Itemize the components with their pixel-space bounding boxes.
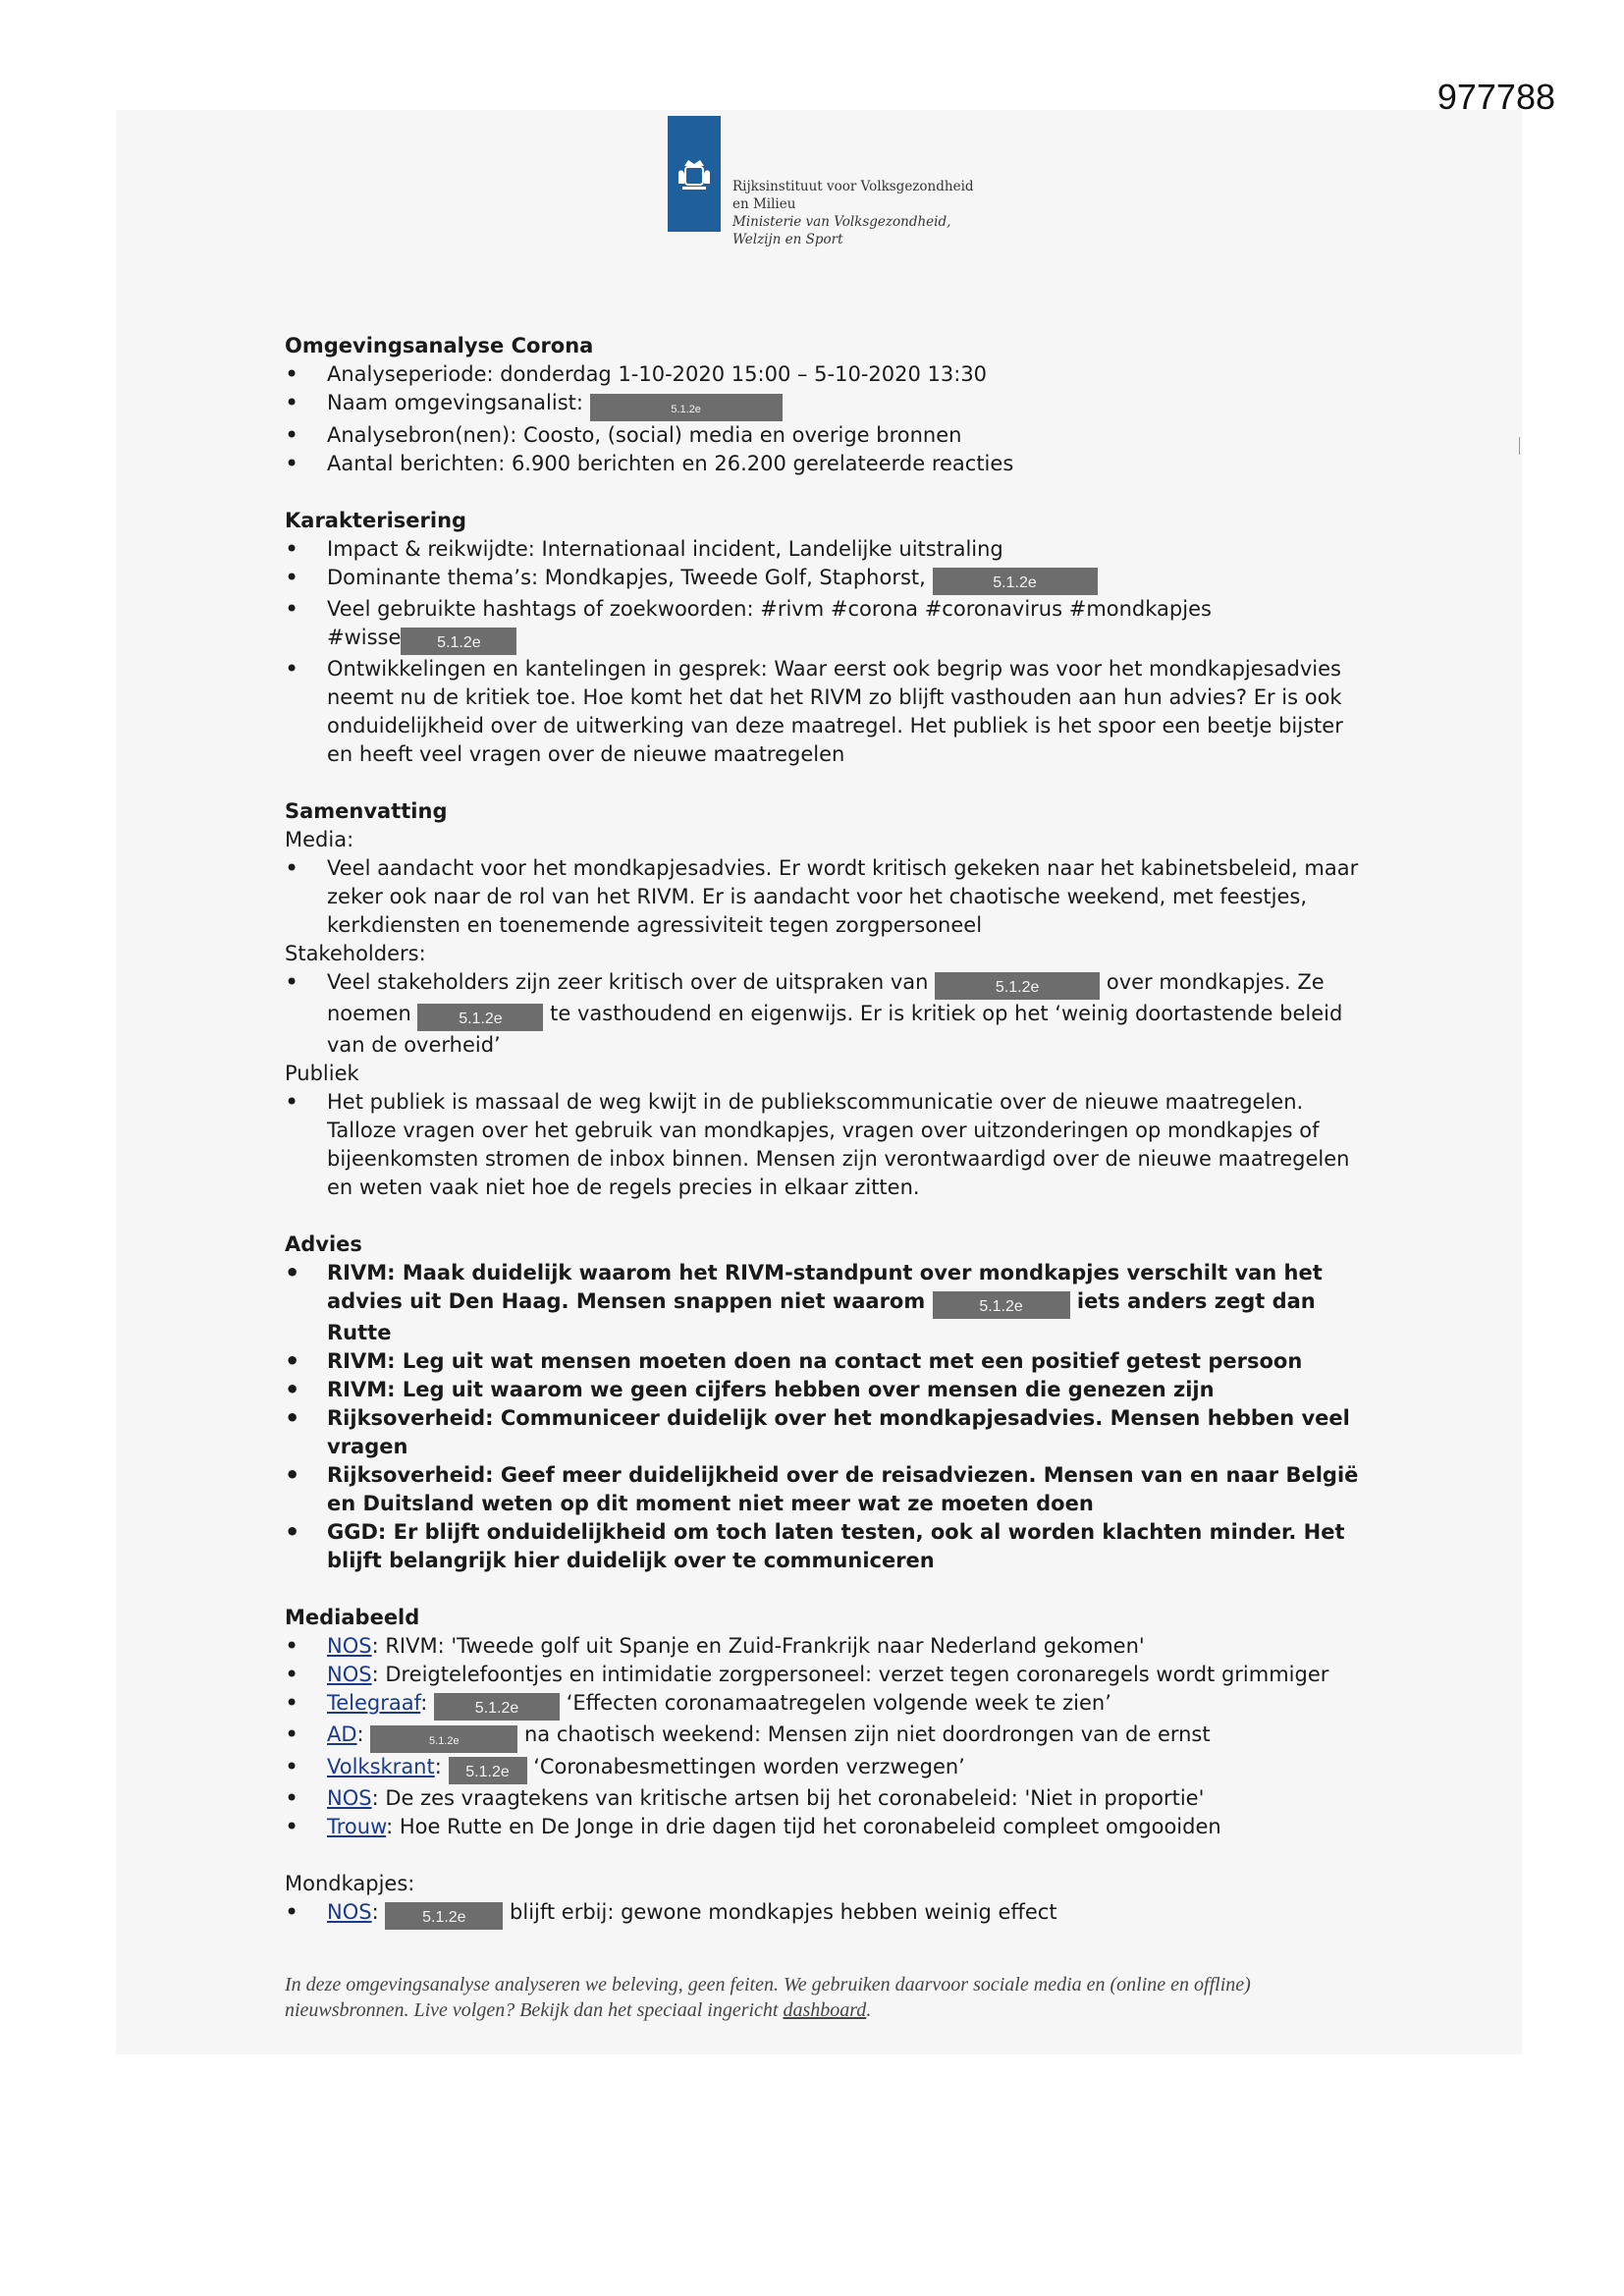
analysis-sources: • Analysebron(nen): Coosto, (social) media en overige bronnen xyxy=(285,421,1375,450)
document-body xyxy=(285,332,1375,1958)
stakeholders-text-a: Veel stakeholders zijn zeer kritisch over de uitspraken van xyxy=(327,970,929,994)
source-link[interactable]: AD xyxy=(327,1722,357,1746)
hashtags-cont: #wisse xyxy=(327,626,402,649)
redaction-block: 5.1.2e xyxy=(417,1004,543,1031)
section-header xyxy=(285,332,1375,478)
redaction-block: 5.1.2e xyxy=(449,1757,527,1784)
crown-emblem-icon xyxy=(675,154,714,193)
advice-item: • GGD: Er blijft onduidelijkheid om toch laten testen, ook al worden klachten minder. Het blijft belangrijk hier duidelijk over te communiceren xyxy=(285,1518,1375,1575)
media-item: • Volkskrant: 5.1.2e ‘Coronabesmettingen worden verzwegen’ xyxy=(285,1753,1375,1784)
source-link[interactable]: NOS xyxy=(327,1786,372,1810)
footer-note xyxy=(285,1972,1345,2023)
analyst-name xyxy=(285,389,1375,421)
analyst-label: Naam omgevingsanalist: xyxy=(327,391,583,414)
scan-mark xyxy=(1519,437,1520,455)
source-link[interactable]: NOS xyxy=(327,1663,372,1686)
stakeholders-text-b: over mondkapjes. Ze noemen xyxy=(327,970,1325,1025)
message-count: • Aantal berichten: 6.900 berichten en 26.200 gerelateerde reacties xyxy=(285,450,1375,478)
media-label: Media: xyxy=(285,828,354,851)
media-headline: na chaotisch weekend: Mensen zijn niet doordrongen van de ernst xyxy=(524,1722,1211,1746)
redaction-block: 5.1.2e xyxy=(590,394,783,421)
hashtags-text: Veel gebruikte hashtags of zoekwoorden: #rivm #corona #coronavirus #mondkapjes xyxy=(327,597,1212,621)
source-link[interactable]: Telegraaf xyxy=(327,1691,421,1715)
media-headline: : De zes vraagtekens van kritische artsen bij het coronabeleid: 'Niet in proportie' xyxy=(371,1786,1205,1810)
section-advice xyxy=(285,1230,1375,1575)
dashboard-link[interactable]: dashboard xyxy=(783,1999,867,2021)
section-mediabeeld xyxy=(285,1604,1375,1841)
public-label: Publiek xyxy=(285,1062,359,1085)
mondkapjes-title: Mondkapjes: xyxy=(285,1872,415,1895)
media-headline: : Hoe Rutte en De Jonge in drie dagen tijd het coronabeleid compleet omgooiden xyxy=(386,1815,1221,1838)
advice-text-a: RIVM: Maak duidelijk waarom het RIVM-standpunt over mondkapjes verschilt van het advies uit Den Haag. Mensen snappen niet waarom xyxy=(327,1261,1323,1313)
media-headline: ‘Coronabesmettingen worden verzwegen’ xyxy=(533,1755,965,1778)
source-link[interactable]: Volkskrant xyxy=(327,1755,435,1778)
redaction-block: 5.1.2e xyxy=(370,1725,517,1753)
section-mondkapjes xyxy=(285,1870,1375,1930)
media-headline: ‘Effecten coronamaatregelen volgende week te zien’ xyxy=(566,1691,1111,1715)
stakeholders-text-c: te vasthoudend en eigenwijs. Er is kritiek op het ‘weinig doortastende beleid van de overheid’ xyxy=(327,1002,1343,1057)
redaction-block: 5.1.2e xyxy=(434,1693,560,1721)
advice-item: • RIVM: Leg uit wat mensen moeten doen na contact met een positief getest persoon xyxy=(285,1347,1375,1376)
media-item: • NOS: 5.1.2e blijft erbij: gewone mondkapjes hebben weinig effect xyxy=(285,1898,1375,1930)
page-title: Omgevingsanalyse Corona xyxy=(285,334,594,357)
section-summary xyxy=(285,797,1375,1202)
advice-title: Advies xyxy=(285,1232,362,1256)
advice-text-b: iets anders zegt dan Rutte xyxy=(327,1289,1316,1344)
logo-emblem xyxy=(668,116,721,232)
redaction-block: 5.1.2e xyxy=(933,1291,1070,1319)
media-headline: : Dreigtelefoontjes en intimidatie zorgpersoneel: verzet tegen coronaregels wordt grimmiger xyxy=(371,1663,1329,1686)
stakeholders-item xyxy=(285,968,1375,1060)
characterization-title: Karakterisering xyxy=(285,509,467,532)
advice-item: • Rijksoverheid: Geef meer duidelijkheid over de reisadviezen. Mensen van en naar België en Duitsland weten op dit moment niet meer wat ze moeten doen xyxy=(285,1461,1375,1518)
logo-text xyxy=(732,178,974,248)
logo-line2: en Milieu xyxy=(732,196,796,212)
themes-text: Dominante thema’s: Mondkapjes, Tweede Golf, Staphorst, xyxy=(327,566,926,589)
redaction-block: 5.1.2e xyxy=(933,568,1098,595)
logo-line1: Rijksinstituut voor Volksgezondheid xyxy=(732,179,974,194)
impact-item: • Impact & reikwijdte: Internationaal incident, Landelijke uitstraling xyxy=(285,535,1375,564)
footer-text: In deze omgevingsanalyse analyseren we beleving, geen feiten. We gebruiken daarvoor sociale media en (online en offline) nieuwsbronnen. Live volgen? Bekijk dan het speciaal ingericht xyxy=(285,1974,1251,2021)
media-item xyxy=(285,1784,1375,1813)
document-number: 977788 xyxy=(1436,77,1555,117)
rivm-logo xyxy=(668,116,974,248)
advice-item xyxy=(285,1259,1375,1347)
redaction-block: 5.1.2e xyxy=(401,628,516,655)
redaction-block: 5.1.2e xyxy=(385,1902,503,1930)
media-item xyxy=(285,1632,1375,1661)
section-characterization xyxy=(285,507,1375,769)
footer-end: . xyxy=(866,1999,872,2021)
developments-item: • Ontwikkelingen en kantelingen in gesprek: Waar eerst ook begrip was voor het mondkapjesadvies neemt nu de kritiek toe. Hoe komt het dat het RIVM zo blijft vasthouden aan hun advies? Er is ook onduidelijkheid over de uitwerking van deze maatregel. Het publiek is het spoor een beetje bijster en heeft veel vragen over de nieuwe maatregelen xyxy=(285,655,1375,769)
hashtags-item xyxy=(285,595,1375,655)
themes-item xyxy=(285,564,1375,595)
logo-line4: Welzijn en Sport xyxy=(732,232,843,247)
advice-item: • RIVM: Leg uit waarom we geen cijfers hebben over mensen die genezen zijn xyxy=(285,1376,1375,1404)
summary-title: Samenvatting xyxy=(285,799,448,823)
source-link[interactable]: NOS xyxy=(327,1634,372,1658)
media-item: • Veel aandacht voor het mondkapjesadvies. Er wordt kritisch gekeken naar het kabinetsbeleid, maar zeker ook naar de rol van het RIVM. Er is aandacht voor het chaotische weekend, met feestjes, kerkdiensten en toenemende agressiviteit tegen zorgpersoneel xyxy=(285,854,1375,940)
media-headline: blijft erbij: gewone mondkapjes hebben weinig effect xyxy=(510,1900,1057,1924)
analysis-period: • Analyseperiode: donderdag 1-10-2020 15:00 – 5-10-2020 13:30 xyxy=(285,360,1375,389)
public-item: • Het publiek is massaal de weg kwijt in de publiekscommunicatie over de nieuwe maatregelen. Talloze vragen over het gebruik van mondkapjes, vragen over uitzonderingen op mondkapjes of bijeenkomsten stromen de inbox binnen. Mensen zijn verontwaardigd over de nieuwe maatregelen en weten vaak niet hoe de regels precies in elkaar zitten. xyxy=(285,1088,1375,1202)
stakeholders-label: Stakeholders: xyxy=(285,942,426,965)
media-item: • AD: 5.1.2e na chaotisch weekend: Mensen zijn niet doordrongen van de ernst xyxy=(285,1721,1375,1753)
media-item xyxy=(285,1661,1375,1689)
source-link[interactable]: Trouw xyxy=(327,1815,387,1838)
media-headline: : RIVM: 'Tweede golf uit Spanje en Zuid-Frankrijk naar Nederland gekomen' xyxy=(371,1634,1145,1658)
media-item xyxy=(285,1813,1375,1841)
source-link[interactable]: NOS xyxy=(327,1900,372,1924)
media-item: • Telegraaf: 5.1.2e ‘Effecten coronamaatregelen volgende week te zien’ xyxy=(285,1689,1375,1721)
mediabeeld-title: Mediabeeld xyxy=(285,1606,420,1629)
logo-line3: Ministerie van Volksgezondheid, xyxy=(732,214,951,230)
advice-item: • Rijksoverheid: Communiceer duidelijk over het mondkapjesadvies. Mensen hebben veel vragen xyxy=(285,1404,1375,1461)
redaction-block: 5.1.2e xyxy=(935,972,1100,1000)
